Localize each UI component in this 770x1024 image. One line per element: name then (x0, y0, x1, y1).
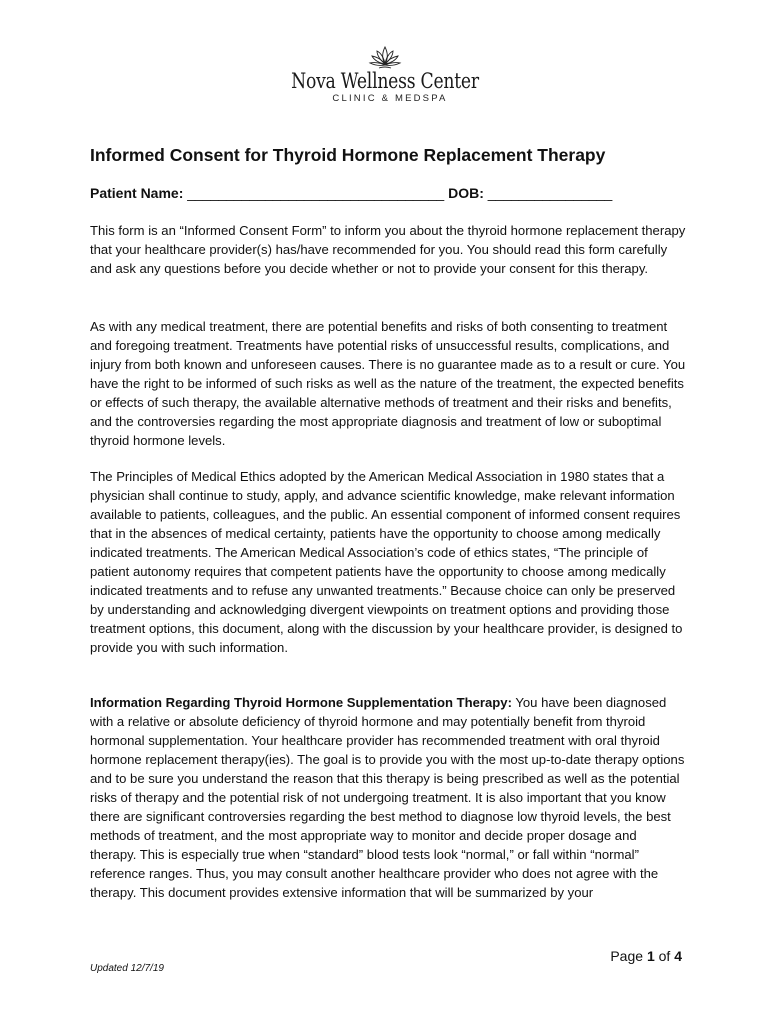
dob-field[interactable]: ________________ (483, 185, 613, 201)
patient-name-label: Patient Name: (90, 185, 184, 201)
dob-label: DOB: (448, 185, 484, 201)
document-title: Informed Consent for Thyroid Hormone Replacement Therapy (90, 145, 606, 165)
lotus-icon (365, 44, 405, 72)
page-total: 4 (674, 948, 682, 964)
paragraph-intro: This form is an “Informed Consent Form” to inform you about the thyroid hormone replacement therapy that your healthcare provider(s) has/have recommended for you. You should read this form carefully and ask any questions before you decide whether or not to provide your consent for this therapy. (90, 223, 686, 276)
page-label: Page (610, 948, 647, 964)
paragraph-ethics: The Principles of Medical Ethics adopted by the American Medical Association in 1980 states that a physician shall continue to study, apply, and advance scientific knowledge, make relevant information available to patients, colleagues, and the public. An essential component of informed consent requires that in the absences of medical certainty, patients have the opportunity to choose among medically indicated treatments. The American Medical Association’s code of ethics states, “The principle of patient autonomy requires that competent patients have the opportunity to choose among medically indicated treatments and to refuse any unwanted treatments.” Because choice can only be preserved by understanding and acknowledging divergent viewpoints on treatment options and providing those treatment options, this document, along with the discussion by your healthcare provider, is designed to provide you with such information. (90, 469, 683, 655)
paragraph-therapy-info (90, 693, 686, 902)
patient-info-line (90, 183, 612, 203)
logo-name: Nova Wellness Center (291, 69, 479, 93)
therapy-info-heading: Information Regarding Thyroid Hormone Supplementation Therapy: (90, 695, 512, 710)
clinic-logo (0, 44, 770, 104)
updated-date: Updated 12/7/19 (90, 963, 164, 974)
page-number (610, 946, 682, 966)
therapy-info-body: You have been diagnosed with a relative or absolute deficiency of thyroid hormone and may potentially benefit from thyroid hormonal supplementation. Your healthcare provider has recommended treatment with oral thyroid hormone replacement therapy(ies). The goal is to provide you with the most up-to-date therapy options and to be sure you understand the reason that this therapy is being prescribed as well as the potential risks of therapy and the potential risk of not undergoing treatment. It is also important that you know there are significant controversies regarding the best method to diagnose low thyroid levels, the best methods of treatment, and the most appropriate way to monitor and decide proper dosage and therapy. This is especially true when “standard” blood tests look “normal,” or fall within “normal” reference ranges. Thus, you may consult another healthcare provider who does not agree with the therapy. This document provides extensive information that will be summarized by your (90, 695, 685, 900)
logo-subtitle: CLINIC & MEDSPA (332, 93, 448, 104)
paragraph-risks: As with any medical treatment, there are potential benefits and risks of both consenting to treatment and foregoing treatment. Treatments have potential risks of unsuccessful results, complications, and injury from both known and unforeseen causes. There is no guarantee made as to a result or cure. You have the right to be informed of such risks as well as the nature of the treatment, the expected benefits or effects of such therapy, the available alternative methods of treatment and their risks and benefits, and the controversies regarding the most appropriate diagnosis and treatment of low or suboptimal thyroid hormone levels. (90, 319, 686, 448)
page-current: 1 (646, 948, 655, 964)
page-of: of (654, 948, 675, 964)
patient-name-field[interactable]: _________________________________ (183, 185, 449, 201)
